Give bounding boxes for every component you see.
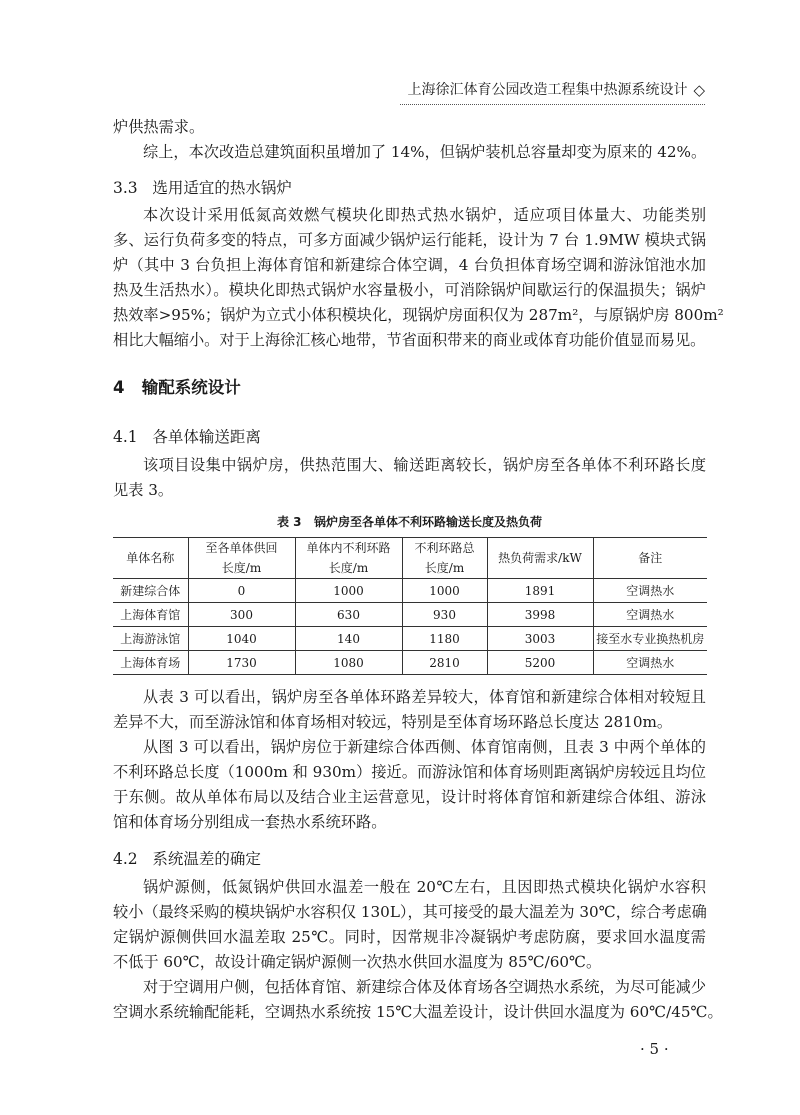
text-line: 不利环路总长度（1000m 和 930m）接近。而游泳馆和体育场则距离锅炉房较远且均位 [113,763,706,781]
table-header-row [113,538,707,579]
table-cell: 1000 [402,579,487,603]
table-cell: 300 [188,603,295,627]
header-rule [400,104,705,105]
column-header: 不利环路总 长度/m [402,538,487,579]
table-row [113,627,707,651]
table-cell: 0 [188,579,295,603]
running-header [407,80,705,100]
table-cell: 3003 [487,627,593,651]
text-line: 多、运行负荷多变的特点，可多方面减少锅炉运行能耗，设计为 7 台 1.9MW 模块式锅 [113,231,706,249]
text-line: 对于空调用户侧，包括体育馆、新建综合体及体育场各空调热水系统，为尽可能减少 [143,978,706,996]
table-cell: 5200 [487,651,593,675]
section-heading-4-1: 4.1 各单体输送距离 [113,428,261,446]
column-header: 备注 [593,538,707,579]
column-header: 至各单体供回 长度/m [188,538,295,579]
section-heading-3-3: 3.3 选用适宜的热水锅炉 [113,179,292,197]
text-line: 热及生活热水）。模块化即热式锅炉水容量极小，可消除锅炉间歇运行的保温损失；锅炉 [113,281,706,299]
table-cell: 1730 [188,651,295,675]
text-line: 相比大幅缩小。对于上海徐汇核心地带，节省面积带来的商业或体育功能价值显而易见。 [113,331,706,349]
table-cell: 3998 [487,603,593,627]
table-cell: 1000 [295,579,402,603]
column-header: 热负荷需求/kW [487,538,593,579]
table-cell: 1180 [402,627,487,651]
table-cell: 2810 [402,651,487,675]
text-line: 从表 3 可以看出，锅炉房至各单体环路差异较大，体育馆和新建综合体相对较短且 [143,688,706,706]
table-cell: 接至水专业换热机房 [593,627,707,651]
text-line: 不低于 60℃，故设计确定锅炉源侧一次热水供回水温度为 85℃/60℃。 [113,953,602,971]
running-title: 上海徐汇体育公园改造工程集中热源系统设计 [407,82,688,98]
table-row [113,603,707,627]
text-line: 于东侧。故从单体布局以及结合业主运营意见，设计时将体育馆和新建综合体组、游泳 [113,788,706,806]
text-line: 热效率>95%；锅炉为立式小体积模块化，现锅炉房面积仅为 287m²，与原锅炉房 800m² [113,306,724,324]
column-header: 单体名称 [113,538,188,579]
page-number: · 5 · [640,1040,669,1058]
table-cell: 630 [295,603,402,627]
section-heading-4: 4 输配系统设计 [113,378,241,397]
text-line: 空调水系统输配能耗，空调热水系统按 15℃大温差设计，设计供回水温度为 60℃/45℃。 [113,1003,723,1021]
table-cell: 上海体育馆 [113,603,188,627]
text-line: 炉供热需求。 [113,118,205,136]
column-header: 单体内不利环路 长度/m [295,538,402,579]
text-line: 综上，本次改造总建筑面积虽增加了 14%，但锅炉装机总容量却变为原来的 42%。 [143,143,707,161]
text-line: 炉（其中 3 台负担上海体育馆和新建综合体空调，4 台负担体育场空调和游泳馆池水加 [113,256,706,274]
table-caption: 表 3 锅炉房至各单体不利环路输送长度及热负荷 [276,515,543,529]
table-cell: 1040 [188,627,295,651]
section-heading-4-2: 4.2 系统温差的确定 [113,850,261,868]
table-cell: 1891 [487,579,593,603]
table-cell: 空调热水 [593,651,707,675]
text-line: 本次设计采用低氮高效燃气模块化即热式热水锅炉，适应项目体量大、功能类别 [143,206,706,224]
text-line: 从图 3 可以看出，锅炉房位于新建综合体西侧、体育馆南侧，且表 3 中两个单体的 [143,738,706,756]
table-row [113,579,707,603]
text-line: 锅炉源侧，低氮锅炉供回水温差一般在 20℃左右，且因即热式模块化锅炉水容积 [143,878,706,896]
text-line: 差异不大，而至游泳馆和体育场相对较远，特别是至体育场环路总长度达 2810m。 [113,713,673,731]
table-cell: 新建综合体 [113,579,188,603]
table-row [113,651,707,675]
table-cell: 1080 [295,651,402,675]
table-cell: 空调热水 [593,579,707,603]
table-cell: 930 [402,603,487,627]
text-line: 定锅炉源侧供回水温差取 25℃。同时，因常规非冷凝锅炉考虑防腐，要求回水温度需 [113,928,706,946]
text-line: 该项目设集中锅炉房，供热范围大、输送距离较长，锅炉房至各单体不利环路长度 [143,456,706,474]
table-cell: 140 [295,627,402,651]
diamond-arrow-icon: ◇ [693,81,705,99]
text-line: 见表 3。 [113,481,174,499]
table-cell: 空调热水 [593,603,707,627]
table-cell: 上海体育场 [113,651,188,675]
text-line: 较小（最终采购的模块锅炉水容积仅 130L），其可接受的最大温差为 30℃，综合考虑确 [113,903,707,921]
table-cell: 上海游泳馆 [113,627,188,651]
table-3 [113,537,707,675]
text-line: 馆和体育场分别组成一套热水系统环路。 [113,813,387,831]
